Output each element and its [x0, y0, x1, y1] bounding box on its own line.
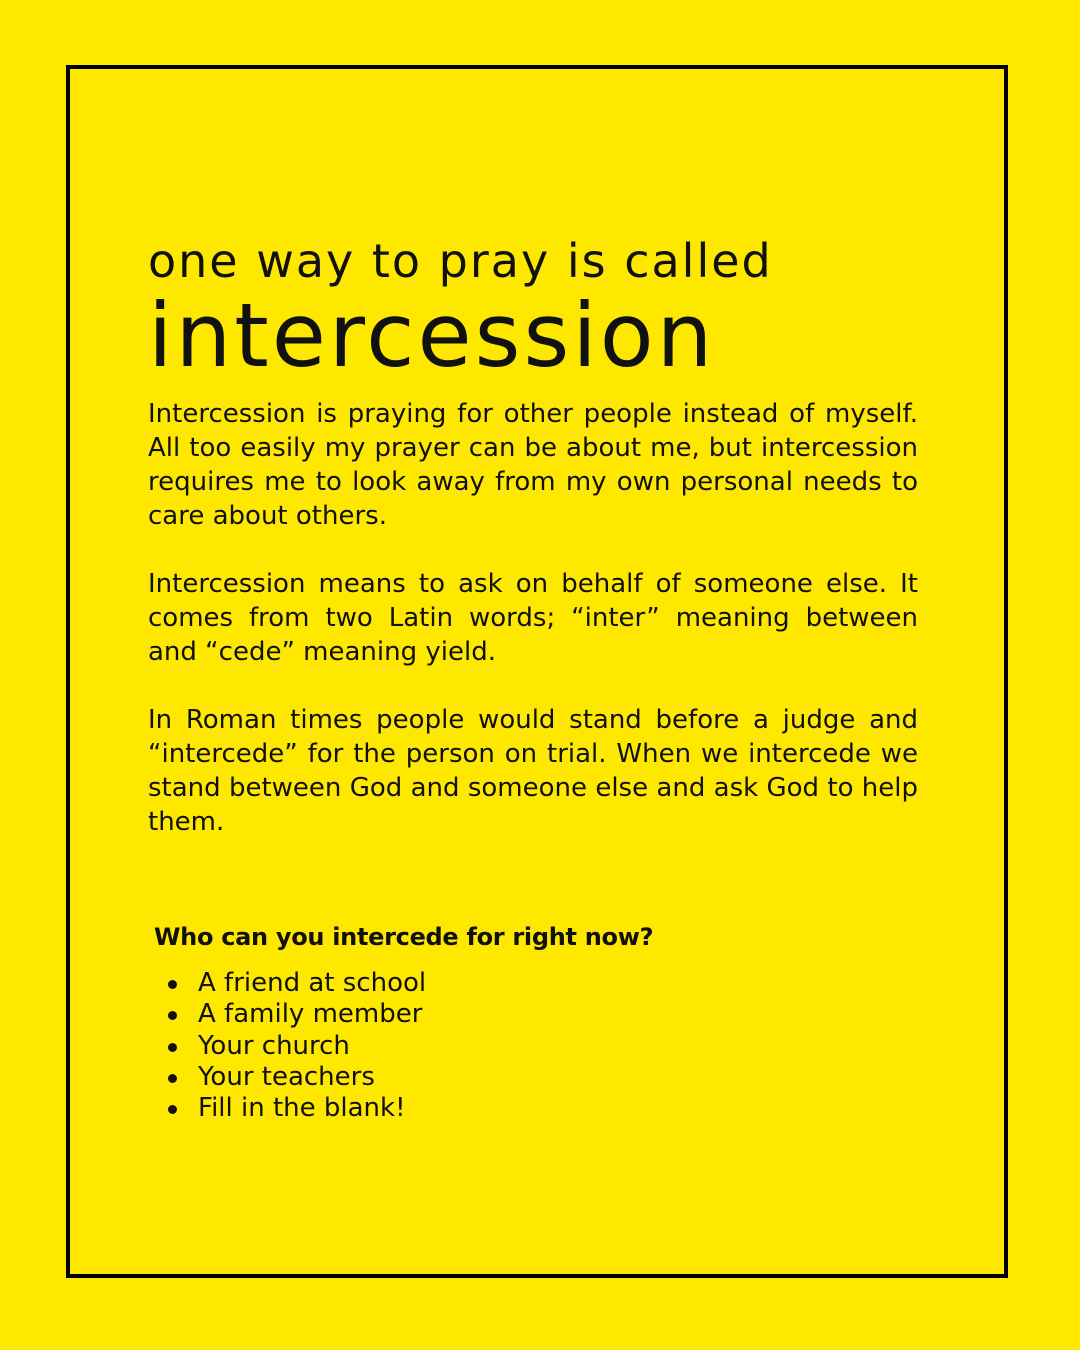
list-item-label: A friend at school — [198, 968, 427, 998]
prompt-list — [166, 968, 426, 1124]
body-copy — [148, 397, 918, 873]
bullet-icon — [168, 1011, 177, 1020]
list-item-label: Your church — [198, 1030, 350, 1061]
paragraph-roman-times: In Roman times people would stand before a judge and “intercede” for the person on trial. When we intercede we stand between God and someone else and ask God to help them. — [148, 705, 918, 837]
bullet-icon — [168, 980, 177, 989]
page-title: intercession — [148, 284, 716, 387]
list-item — [166, 1093, 426, 1124]
bullet-icon — [168, 1043, 177, 1052]
list-item-label: Your teachers — [198, 1061, 375, 1092]
prompt-question: Who can you intercede for right now? — [154, 923, 654, 951]
heading-kicker: one way to pray is called — [148, 234, 773, 288]
list-item-label: Fill in the blank! — [198, 1093, 406, 1124]
bullet-icon — [168, 1074, 177, 1083]
list-item — [166, 968, 426, 999]
paragraph-definition: Intercession is praying for other people instead of myself. All too easily my prayer can be about me, but intercession requires me to look away from my own personal needs to care about others. — [148, 399, 918, 531]
list-item-label: A family member — [198, 999, 423, 1030]
list-item — [166, 1062, 426, 1093]
bullet-icon — [168, 1105, 177, 1114]
list-item — [166, 1031, 426, 1062]
paragraph-etymology: Intercession means to ask on behalf of someone else. It comes from two Latin words; “inter” meaning between and “cede” meaning yield. — [148, 569, 918, 667]
list-item — [166, 999, 426, 1030]
